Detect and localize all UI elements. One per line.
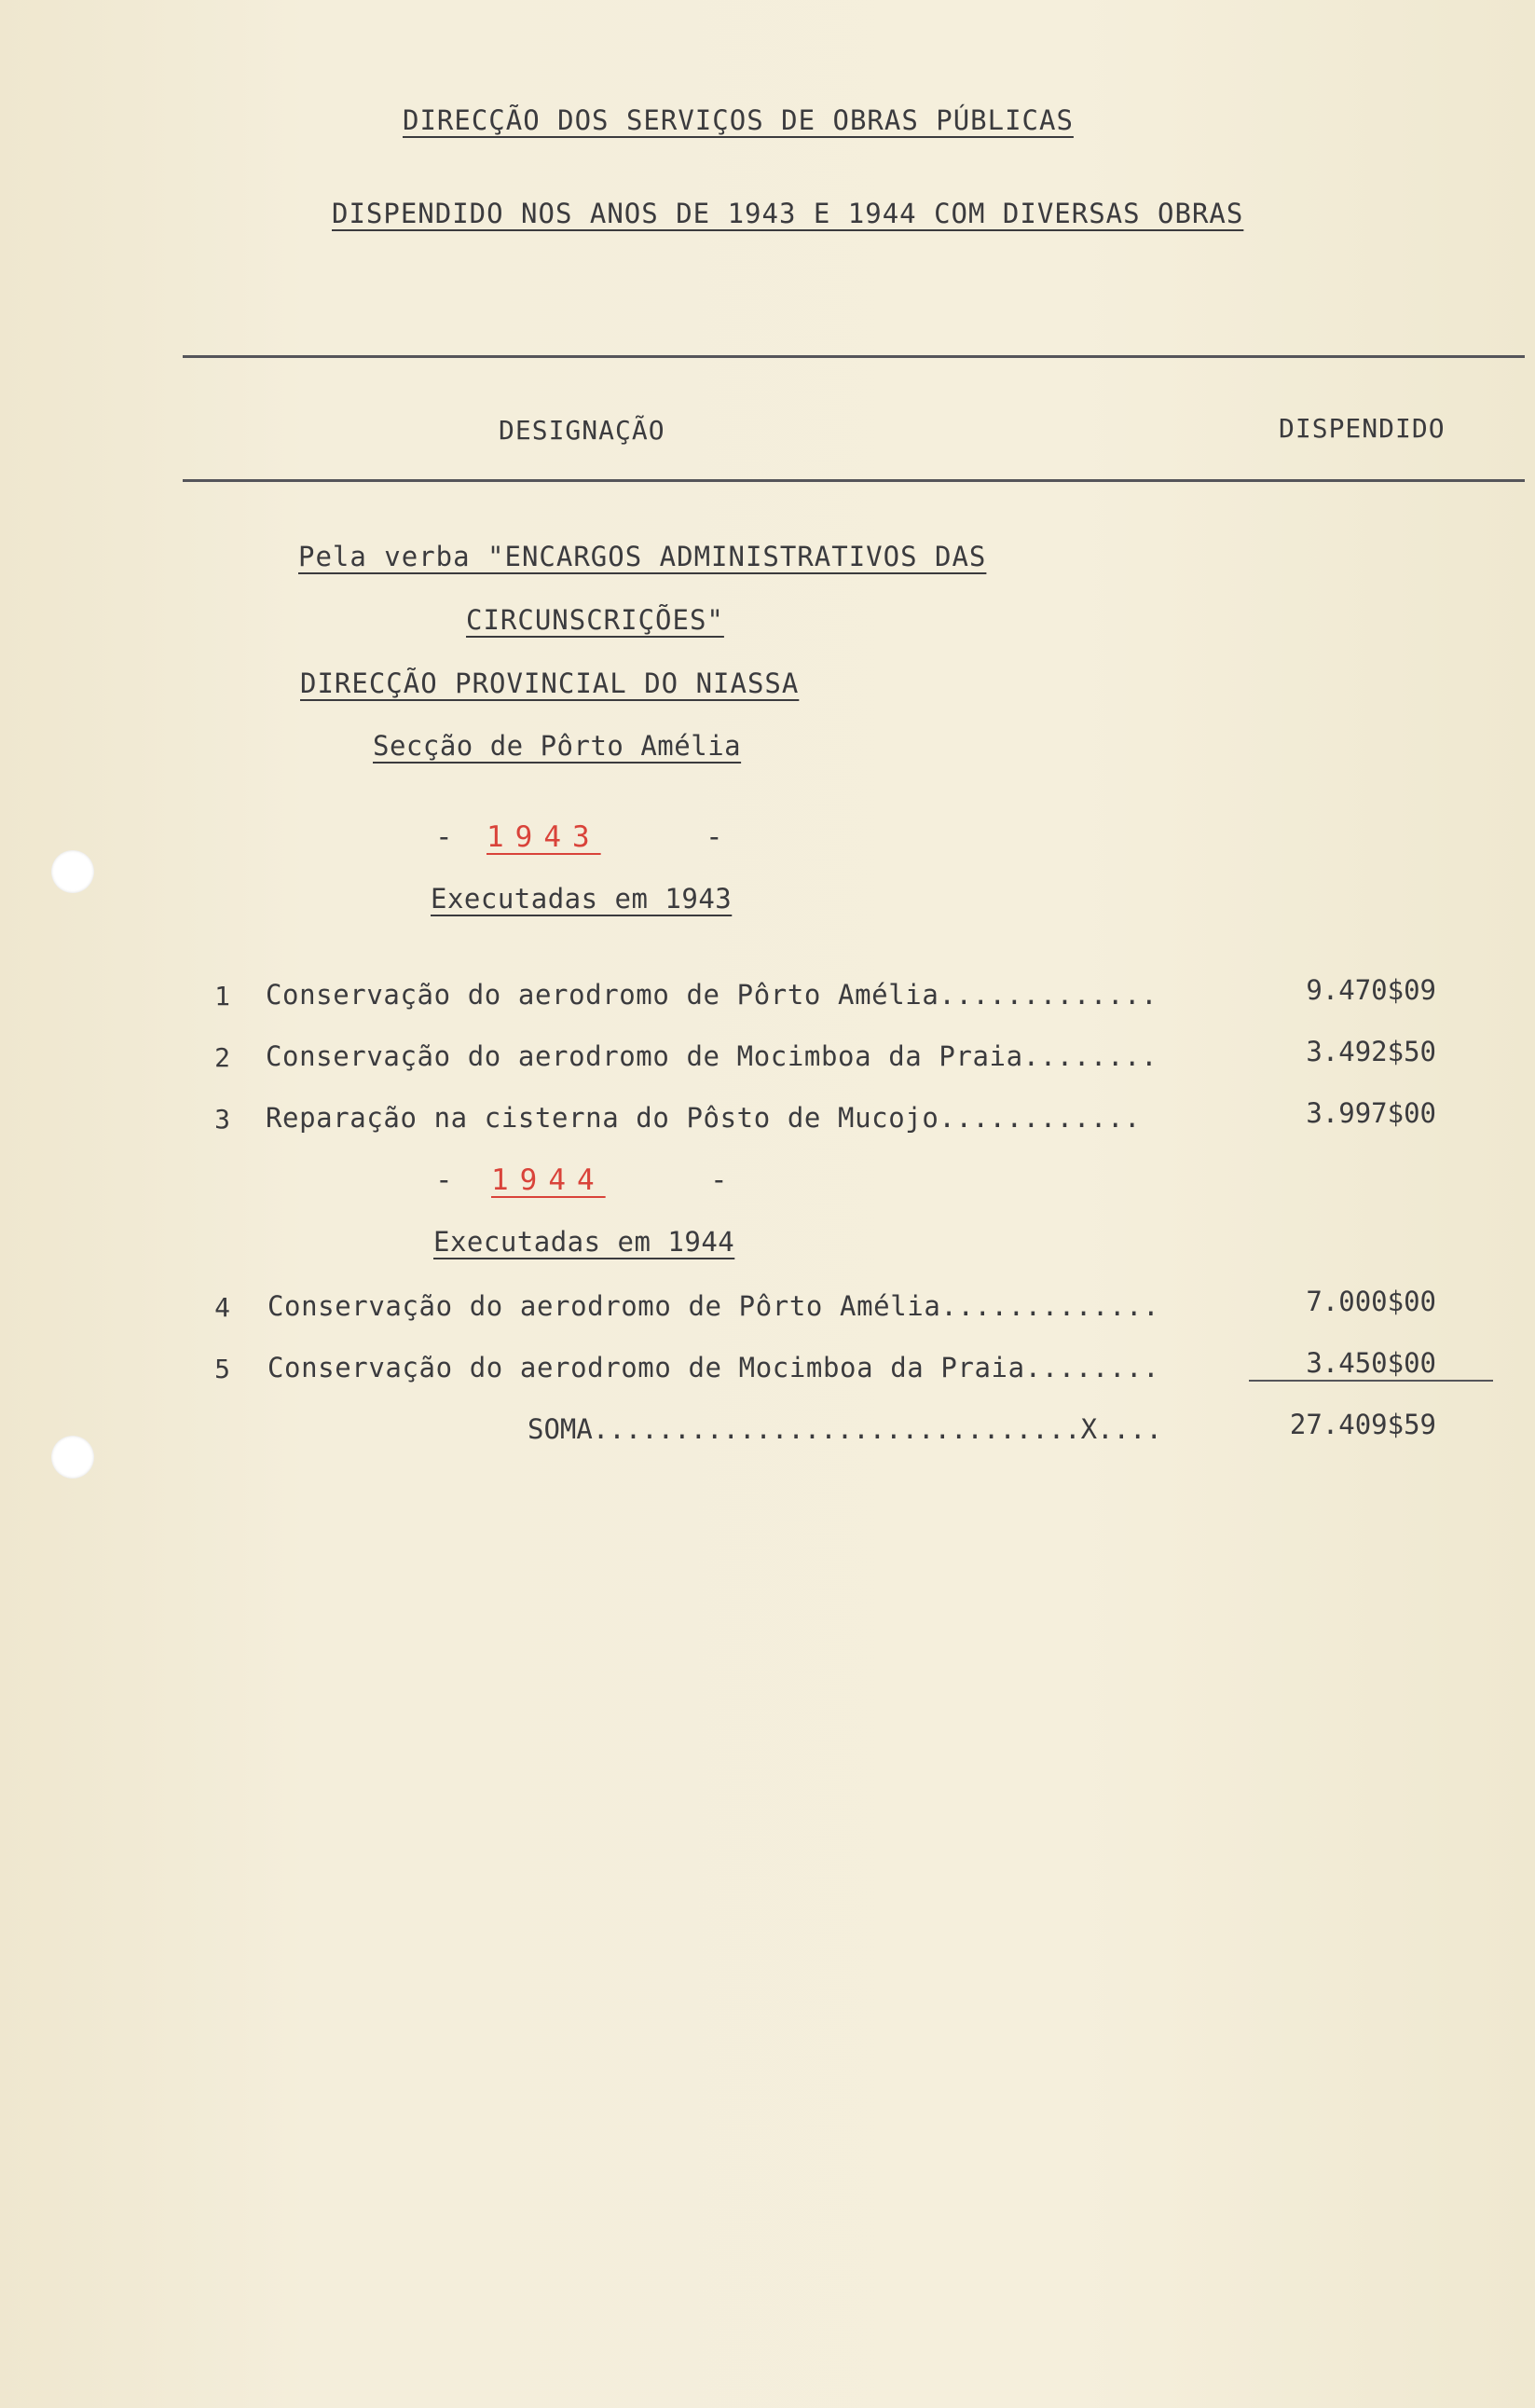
year-label: 1943 bbox=[487, 820, 601, 854]
punch-hole-top bbox=[51, 850, 94, 893]
row-number: 1 bbox=[214, 981, 230, 1011]
row-number: 4 bbox=[214, 1292, 230, 1323]
punch-hole-bottom bbox=[51, 1436, 94, 1479]
row-description: Conservação do aerodromo de Pôrto Amélia............. bbox=[266, 979, 1158, 1011]
row-description: Conservação do aerodromo de Mocimboa da Praia........ bbox=[267, 1352, 1160, 1383]
row-description: Reparação na cisterna do Pôsto de Mucojo............ bbox=[266, 1102, 1142, 1134]
subtotal-rule bbox=[1249, 1380, 1493, 1382]
row-amount: 9.470$09 bbox=[1306, 974, 1436, 1006]
year-dash-right: - bbox=[706, 820, 734, 854]
column-designation: DESIGNAÇÃO bbox=[499, 415, 665, 446]
row-amount: 7.000$00 bbox=[1306, 1286, 1436, 1317]
row-number: 3 bbox=[214, 1104, 230, 1135]
year-dash-left: - bbox=[435, 1163, 464, 1197]
row-number: 5 bbox=[214, 1354, 230, 1384]
row-number: 2 bbox=[214, 1042, 230, 1073]
row-description: Conservação do aerodromo de Pôrto Amélia............. bbox=[267, 1290, 1160, 1322]
column-spent: DISPENDIDO bbox=[1279, 413, 1446, 444]
header-title: DIRECÇÃO DOS SERVIÇOS DE OBRAS PÚBLICAS bbox=[403, 104, 1074, 136]
executed-1944: Executadas em 1944 bbox=[433, 1226, 735, 1258]
total-label: SOMA..............................X.... bbox=[528, 1413, 1162, 1445]
table-top-rule bbox=[183, 355, 1525, 358]
verba-line-1: Pela verba "ENCARGOS ADMINISTRATIVOS DAS bbox=[298, 541, 987, 572]
year-dash-right: - bbox=[710, 1163, 739, 1197]
row-amount: 3.997$00 bbox=[1306, 1097, 1436, 1129]
year-label: 1944 bbox=[491, 1163, 606, 1197]
row-amount: 3.492$50 bbox=[1306, 1036, 1436, 1067]
row-description: Conservação do aerodromo de Mocimboa da Praia........ bbox=[266, 1040, 1158, 1072]
direction-line: DIRECÇÃO PROVINCIAL DO NIASSA bbox=[300, 667, 800, 699]
year-dash-left: - bbox=[435, 820, 464, 854]
table-header-rule bbox=[183, 479, 1525, 482]
executed-1943: Executadas em 1943 bbox=[431, 883, 733, 915]
header-subtitle: DISPENDIDO NOS ANOS DE 1943 E 1944 COM DIVERSAS OBRAS bbox=[332, 198, 1244, 229]
verba-line-2: CIRCUNSCRIÇÕES" bbox=[466, 604, 724, 636]
row-amount: 3.450$00 bbox=[1306, 1347, 1436, 1379]
total-amount: 27.409$59 bbox=[1289, 1409, 1436, 1440]
seccao-line: Secção de Pôrto Amélia bbox=[373, 730, 742, 762]
